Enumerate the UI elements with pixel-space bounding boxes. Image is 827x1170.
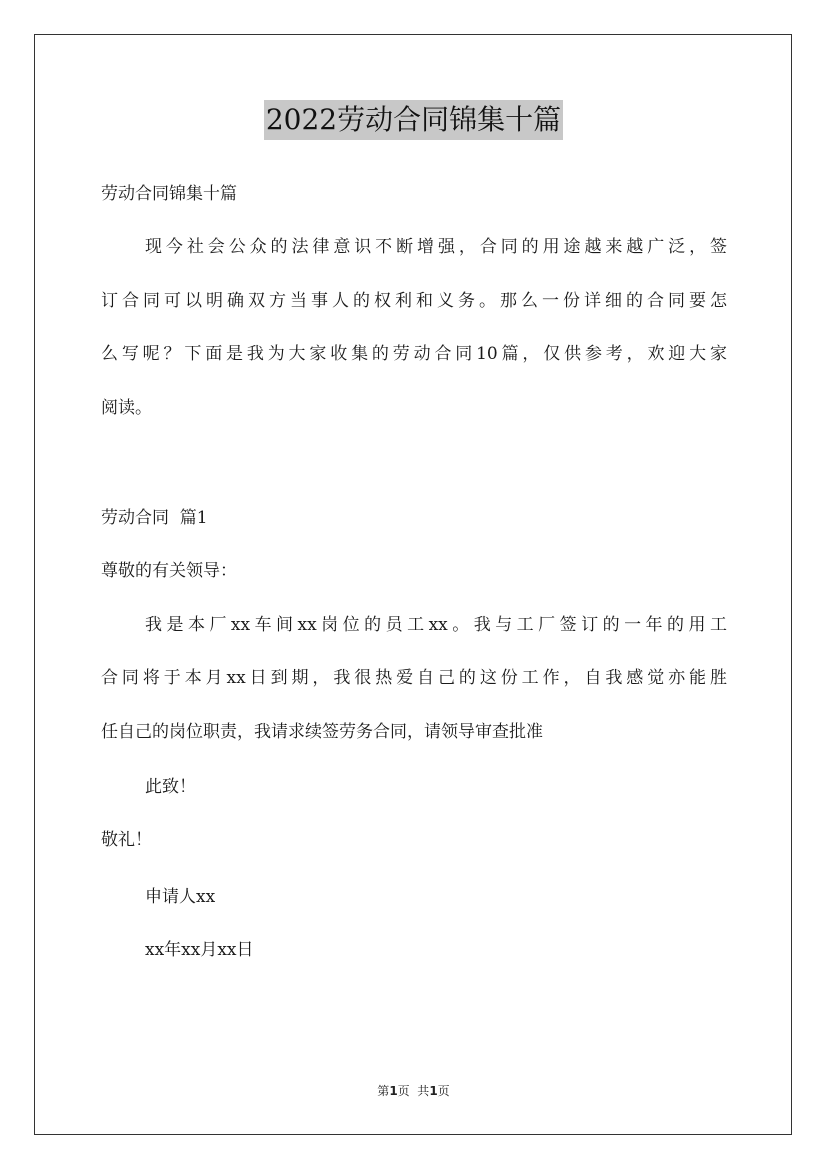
- title-wrap: [0, 100, 827, 140]
- section-heading: 劳动合同 篇1: [101, 508, 208, 528]
- footer-page-prefix: 第: [377, 1084, 390, 1098]
- document-subtitle: 劳动合同锦集十篇: [101, 184, 237, 204]
- body-line-1: 我是本厂xx车间xx岗位的员工xx。我与工厂签订的一年的用工: [145, 615, 727, 635]
- body-line-2: 合同将于本月xx日到期，我很热爱自己的这份工作，自我感觉亦能胜: [101, 668, 727, 688]
- salutation: 尊敬的有关领导：: [101, 561, 237, 581]
- date-line: xx年xx月xx日: [145, 940, 254, 960]
- footer-page-current: 1: [389, 1084, 398, 1098]
- closing-respects: 此致！: [145, 777, 196, 797]
- closing-salute: 敬礼！: [101, 830, 152, 850]
- document-title: 2022劳动合同锦集十篇: [264, 100, 563, 140]
- signer: 申请人xx: [145, 887, 216, 907]
- page-footer: [0, 1082, 827, 1099]
- intro-line-2: 订合同可以明确双方当事人的权利和义务。那么一份详细的合同要怎: [101, 291, 727, 311]
- intro-line-3: 么写呢？下面是我为大家收集的劳动合同10篇，仅供参考，欢迎大家: [101, 344, 727, 364]
- intro-line-4: 阅读。: [101, 398, 152, 418]
- footer-page-total: 1: [429, 1084, 438, 1098]
- footer-page-mid: 页 共: [397, 1084, 430, 1098]
- intro-line-1: 现今社会公众的法律意识不断增强，合同的用途越来越广泛，签: [145, 237, 727, 257]
- footer-page-suffix: 页: [437, 1084, 450, 1098]
- body-line-3: 任自己的岗位职责，我请求续签劳务合同，请领导审查批准: [101, 722, 543, 742]
